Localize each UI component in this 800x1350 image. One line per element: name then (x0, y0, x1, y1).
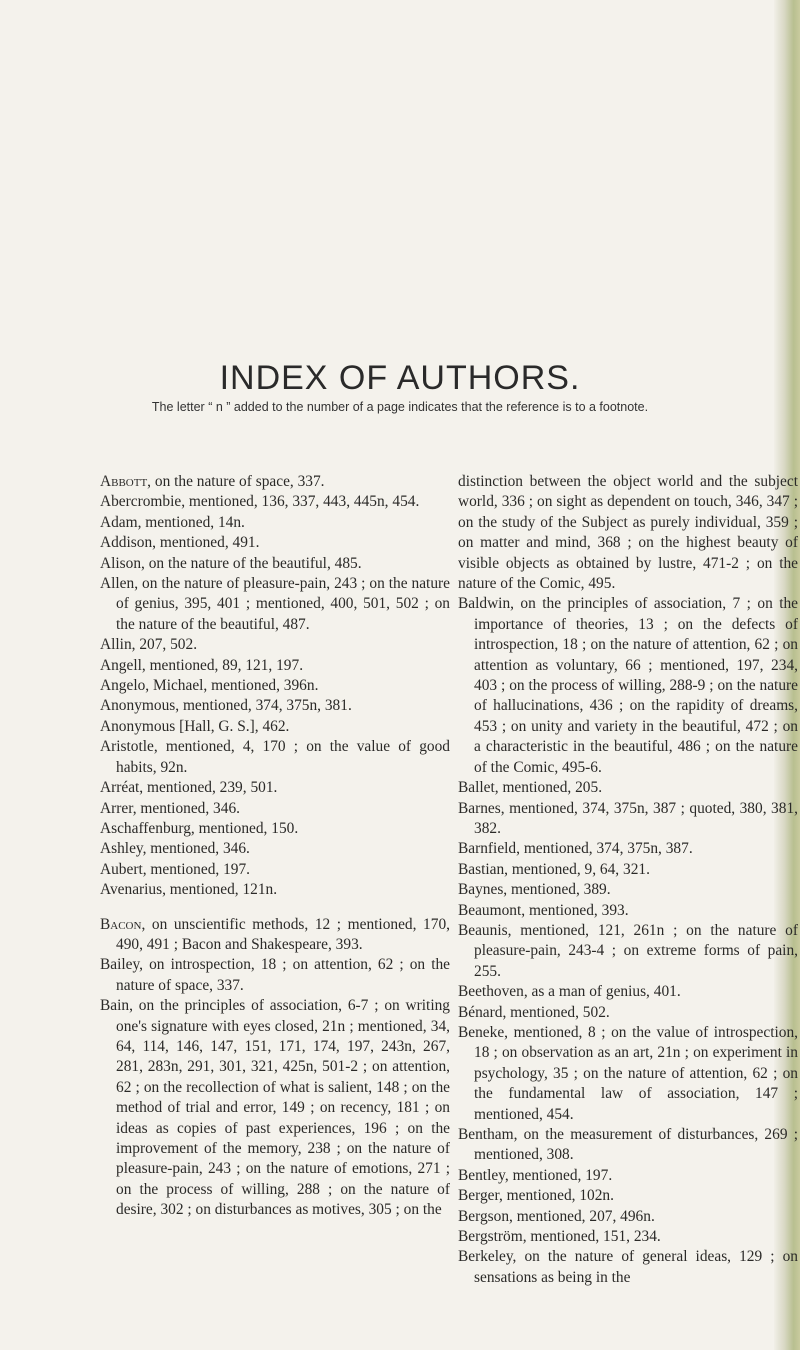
index-entry (100, 996, 450, 1220)
entry-text: Ashley, mentioned, 346. (100, 840, 250, 858)
footnote-explanation: The letter “ n ” added to the number of a page indicates that the reference is to a footnote. (151, 400, 649, 414)
index-entry: Barnes, mentioned, 374, 375n, 387 ; quoted, 380, 381, 382. (458, 799, 798, 837)
entry-text: Allen, on the nature of pleasure-pain, 243 ; on the nature of genius, 395, 401 ; mentioned, 400, 501, 502 ; on the nature of the beautiful, 487. (100, 575, 450, 633)
entry-text: Arréat, mentioned, 239, 501. (100, 779, 278, 797)
index-entry (100, 676, 450, 696)
entry-text: Aristotle, mentioned, 4, 170 ; on the value of good habits, 92n. (100, 738, 450, 776)
entry-text: , on unscientific methods, 12 ; mentioned, 170, 490, 491 ; Bacon and Shakespeare, 393. (116, 915, 450, 953)
entry-text: Allin, 207, 502. (100, 636, 198, 654)
index-entry: Bentley, mentioned, 197. (458, 1166, 613, 1184)
index-entry (100, 915, 450, 956)
letter-heading-name: Bacon (100, 915, 142, 933)
index-entry (100, 554, 450, 574)
index-entry (100, 492, 450, 512)
index-entry (100, 860, 450, 880)
index-entry: Berkeley, on the nature of general ideas, 129 ; on sensations as being in the (458, 1248, 798, 1286)
entry-text: Anonymous, mentioned, 374, 375n, 381. (100, 697, 352, 715)
index-entry (100, 635, 450, 655)
page-title: INDEX OF AUTHORS. (219, 358, 581, 397)
index-entry (100, 472, 450, 492)
index-entry: Barnfield, mentioned, 374, 375n, 387. (458, 840, 693, 858)
index-entry (100, 696, 450, 716)
entry-text: Abercrombie, mentioned, 136, 337, 443, 445n, 454. (100, 493, 420, 511)
index-entry: distinction between the object world and the subject world, 336 ; on sight as dependent on touch, 346, 347 ; on the study of the Subject as purely individual, 359 ; on matter and mind, 368 ; on the highest beauty of visible objects as obtained by lustre, 471-2 ; on the nature of the Comic, 495. (458, 473, 798, 593)
entry-text: Anonymous [Hall, G. S.], 462. (100, 717, 290, 735)
index-entry (100, 955, 450, 996)
index-entry (100, 880, 450, 900)
letter-heading-name: Abbott (100, 473, 148, 490)
index-entry (100, 778, 450, 798)
index-entry (100, 737, 450, 778)
index-entry: Bergström, mentioned, 151, 234. (458, 1228, 661, 1246)
right-column (458, 472, 798, 1288)
index-entry: Beneke, mentioned, 8 ; on the value of introspection, 18 ; on observation as an art, 21n ; on experiment in psychology, 35 ; on the nature of attention, 62 ; on the fundamental law of association, 147 ; mentioned, 454. (458, 1023, 798, 1123)
index-entry (100, 819, 450, 839)
index-entry (100, 717, 450, 737)
index-entry: Berger, mentioned, 102n. (458, 1187, 614, 1205)
index-entry (100, 513, 450, 533)
index-entry (100, 533, 450, 553)
entry-text: Arrer, mentioned, 346. (100, 799, 240, 817)
index-entry (100, 656, 450, 676)
entry-text: Bain, on the principles of association, 6-7 ; on writing one's signature with eyes closed, 21n ; mentioned, 34, 64, 114, 146, 147, 151, 171, 174, 197, 243n, 267, 281, 283n, 291, 301, 321, 425n, 501-2 ; on attention, 62 ; on the recollection of what is salient, 148 ; on the method of trial and error, 149 ; on recency, 181 ; on ideas as copies of past experiences, 196 ; on the improvement of the memory, 238 ; on the nature of pleasure-pain, 243 ; on the nature of emotions, 271 ; on the process of willing, 288 ; on the nature of desire, 302 ; on disturbances as motives, 305 ; on the (100, 997, 450, 1219)
entry-text: , on the nature of space, 337. (147, 473, 325, 490)
entry-text: Aschaffenburg, mentioned, 150. (100, 819, 299, 837)
index-entry (100, 839, 450, 859)
index-entry (100, 574, 450, 635)
entry-text: Bailey, on introspection, 18 ; on attention, 62 ; on the nature of space, 337. (100, 956, 450, 994)
entry-text: Aubert, mentioned, 197. (100, 860, 251, 878)
index-entry: Bergson, mentioned, 207, 496n. (458, 1207, 655, 1225)
index-entry: Beethoven, as a man of genius, 401. (458, 983, 681, 1001)
left-column (100, 472, 450, 1221)
entry-text: Addison, mentioned, 491. (100, 534, 260, 552)
index-entry: Baldwin, on the principles of association, 7 ; on the importance of theories, 13 ; on the defects of introspection, 18 ; on the nature of attention, 62 ; on attention as voluntary, 66 ; mentioned, 197, 234, 403 ; on the process of willing, 288-9 ; on the nature of hallucinations, 436 ; on the rapidity of dreams, 453 ; on unity and variety in the beautiful, 472 ; on a characteristic in the beautiful, 486 ; on the nature of the Comic, 495-6. (458, 595, 798, 776)
entry-text: Adam, mentioned, 14n. (100, 513, 245, 531)
entry-text: Avenarius, mentioned, 121n. (100, 881, 278, 899)
index-entry: Bastian, mentioned, 9, 64, 321. (458, 860, 650, 878)
index-entry: Ballet, mentioned, 205. (458, 779, 603, 797)
entry-text: Angell, mentioned, 89, 121, 197. (100, 656, 304, 674)
entry-text: Alison, on the nature of the beautiful, 485. (100, 554, 362, 572)
index-entry (100, 799, 450, 819)
index-entry: Beaumont, mentioned, 393. (458, 901, 629, 919)
index-entry: Bentham, on the measurement of disturbances, 269 ; mentioned, 308. (458, 1126, 798, 1164)
entry-text: Angelo, Michael, mentioned, 396n. (100, 677, 319, 695)
index-entry: Beaunis, mentioned, 121, 261n ; on the nature of pleasure-pain, 243-4 ; on extreme forms of pain, 255. (458, 921, 798, 980)
index-entry: Bénard, mentioned, 502. (458, 1003, 610, 1021)
index-entry: Baynes, mentioned, 389. (458, 881, 611, 899)
